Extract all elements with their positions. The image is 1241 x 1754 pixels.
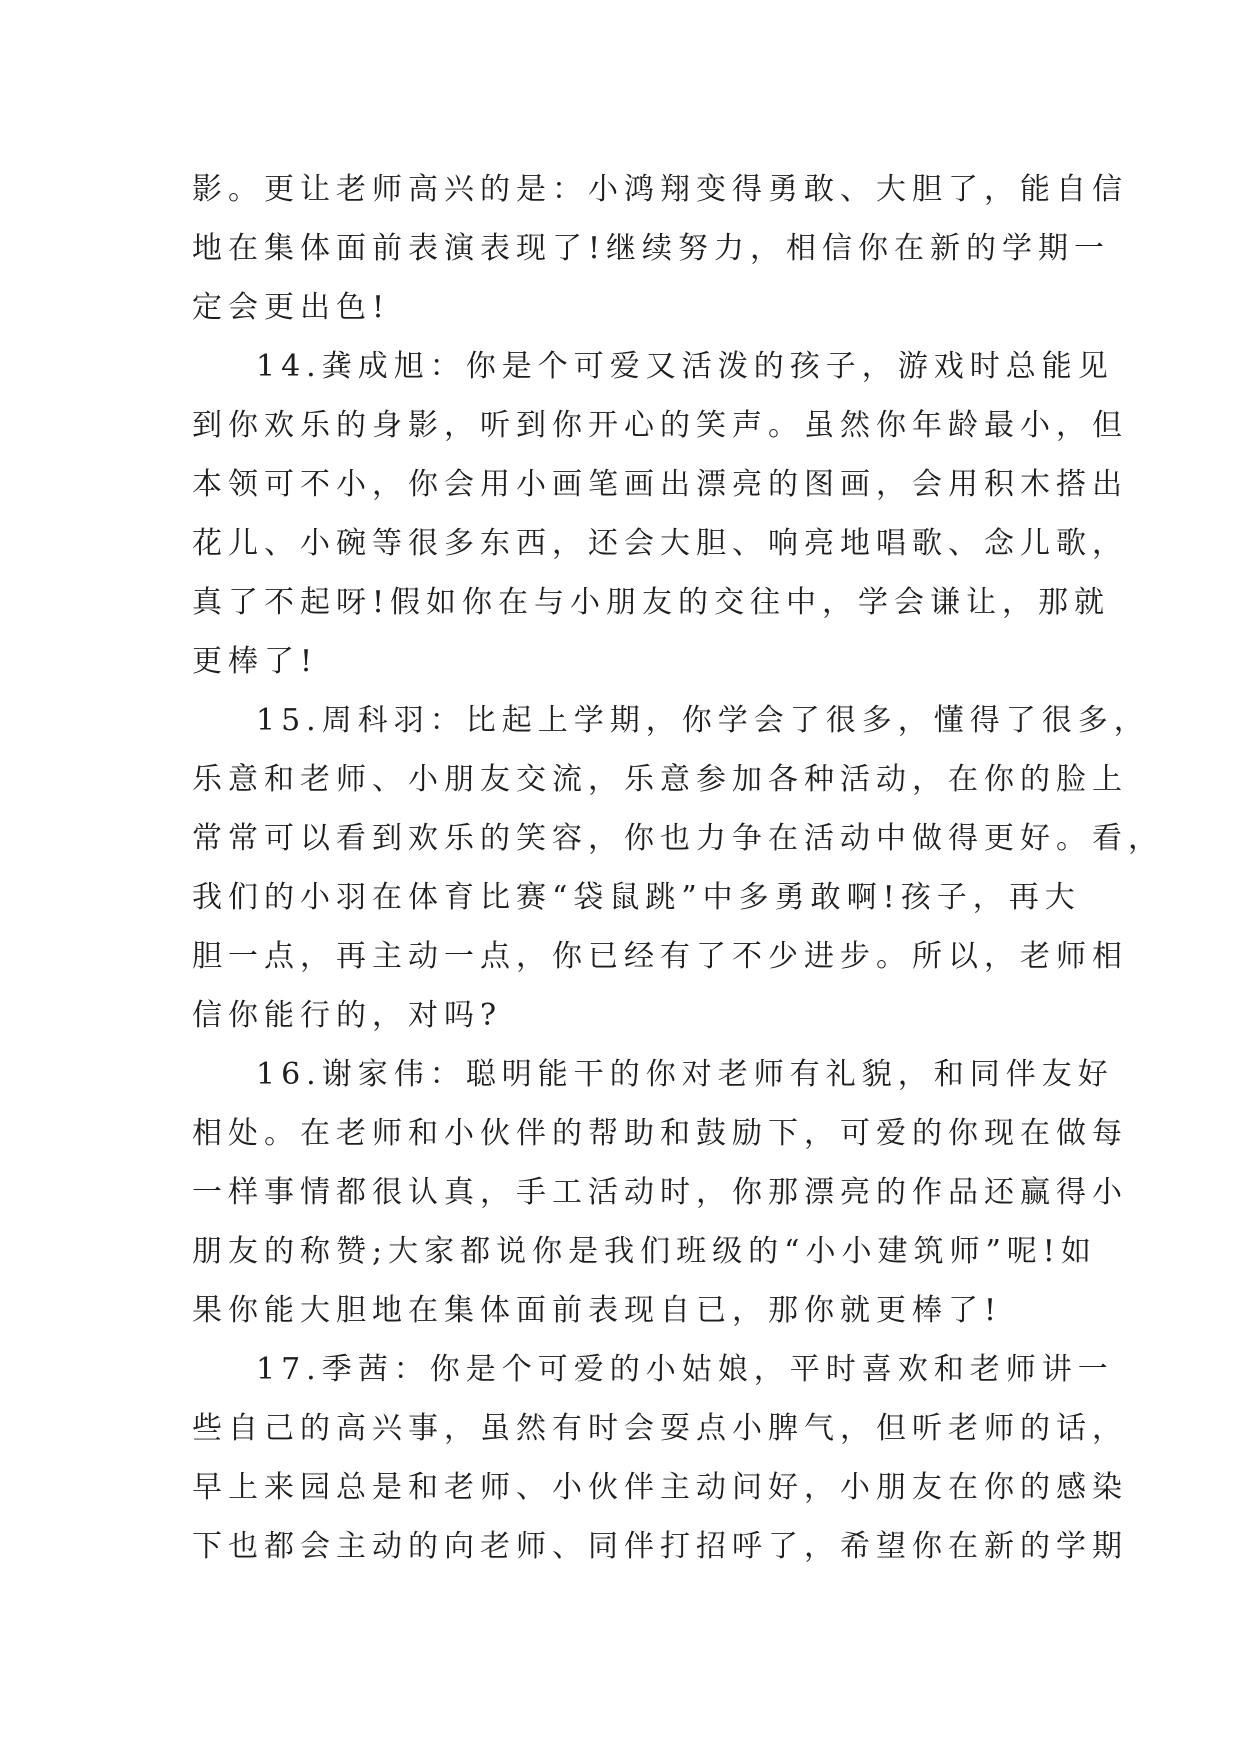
text-line: 我们的小羽在体育比赛“袋鼠跳”中多勇敢啊!孩子，再大 — [192, 880, 1081, 915]
text-line: 定会更出色! — [192, 290, 391, 325]
text-line: 相处。在老师和小伙伴的帮助和鼓励下，可爱的你现在做每 — [192, 1116, 1128, 1151]
text-line: 到你欢乐的身影，听到你开心的笑声。虽然你年龄最小，但 — [192, 408, 1128, 443]
text-line: 些自己的高兴事，虽然有时会耍点小脾气，但听老师的话， — [192, 1411, 1128, 1446]
paragraph-first-line: 16.谢家伟：聪明能干的你对老师有礼貌，和同伴友好 — [256, 1057, 1114, 1092]
text-line: 常常可以看到欢乐的笑容，你也力争在活动中做得更好。看， — [192, 821, 1164, 856]
text-line: 乐意和老师、小朋友交流，乐意参加各种活动，在你的脸上 — [192, 762, 1128, 797]
text-line: 胆一点，再主动一点，你已经有了不少进步。所以，老师相 — [192, 939, 1128, 974]
text-line: 地在集体面前表演表现了!继续努力，相信你在新的学期一 — [192, 231, 1111, 266]
text-line: 真了不起呀!假如你在与小朋友的交往中，学会谦让，那就 — [192, 585, 1111, 620]
text-line: 下也都会主动的向老师、同伴打招呼了，希望你在新的学期 — [192, 1529, 1128, 1564]
text-line: 花儿、小碗等很多东西，还会大胆、响亮地唱歌、念儿歌， — [192, 526, 1128, 561]
text-line: 更棒了! — [192, 644, 319, 679]
text-line: 早上来园总是和老师、小伙伴主动问好，小朋友在你的感染 — [192, 1470, 1128, 1505]
text-line: 朋友的称赞;大家都说你是我们班级的“小小建筑师”呢!如 — [192, 1234, 1097, 1269]
text-line: 影。更让老师高兴的是：小鸿翔变得勇敢、大胆了，能自信 — [192, 172, 1128, 207]
paragraph-first-line: 17.季茜：你是个可爱的小姑娘，平时喜欢和老师讲一 — [256, 1352, 1114, 1387]
document-body — [192, 160, 1164, 1576]
text-line: 一样事情都很认真，手工活动时，你那漂亮的作品还赢得小 — [192, 1175, 1128, 1210]
text-line: 本领可不小，你会用小画笔画出漂亮的图画，会用积木搭出 — [192, 467, 1128, 502]
paragraph-first-line: 15.周科羽：比起上学期，你学会了很多，懂得了很多， — [256, 703, 1150, 738]
paragraph-first-line: 14.龚成旭：你是个可爱又活泼的孩子，游戏时总能见 — [256, 349, 1114, 384]
text-line: 果你能大胆地在集体面前表现自已，那你就更棒了! — [192, 1293, 1003, 1328]
text-line: 信你能行的，对吗? — [192, 998, 503, 1033]
